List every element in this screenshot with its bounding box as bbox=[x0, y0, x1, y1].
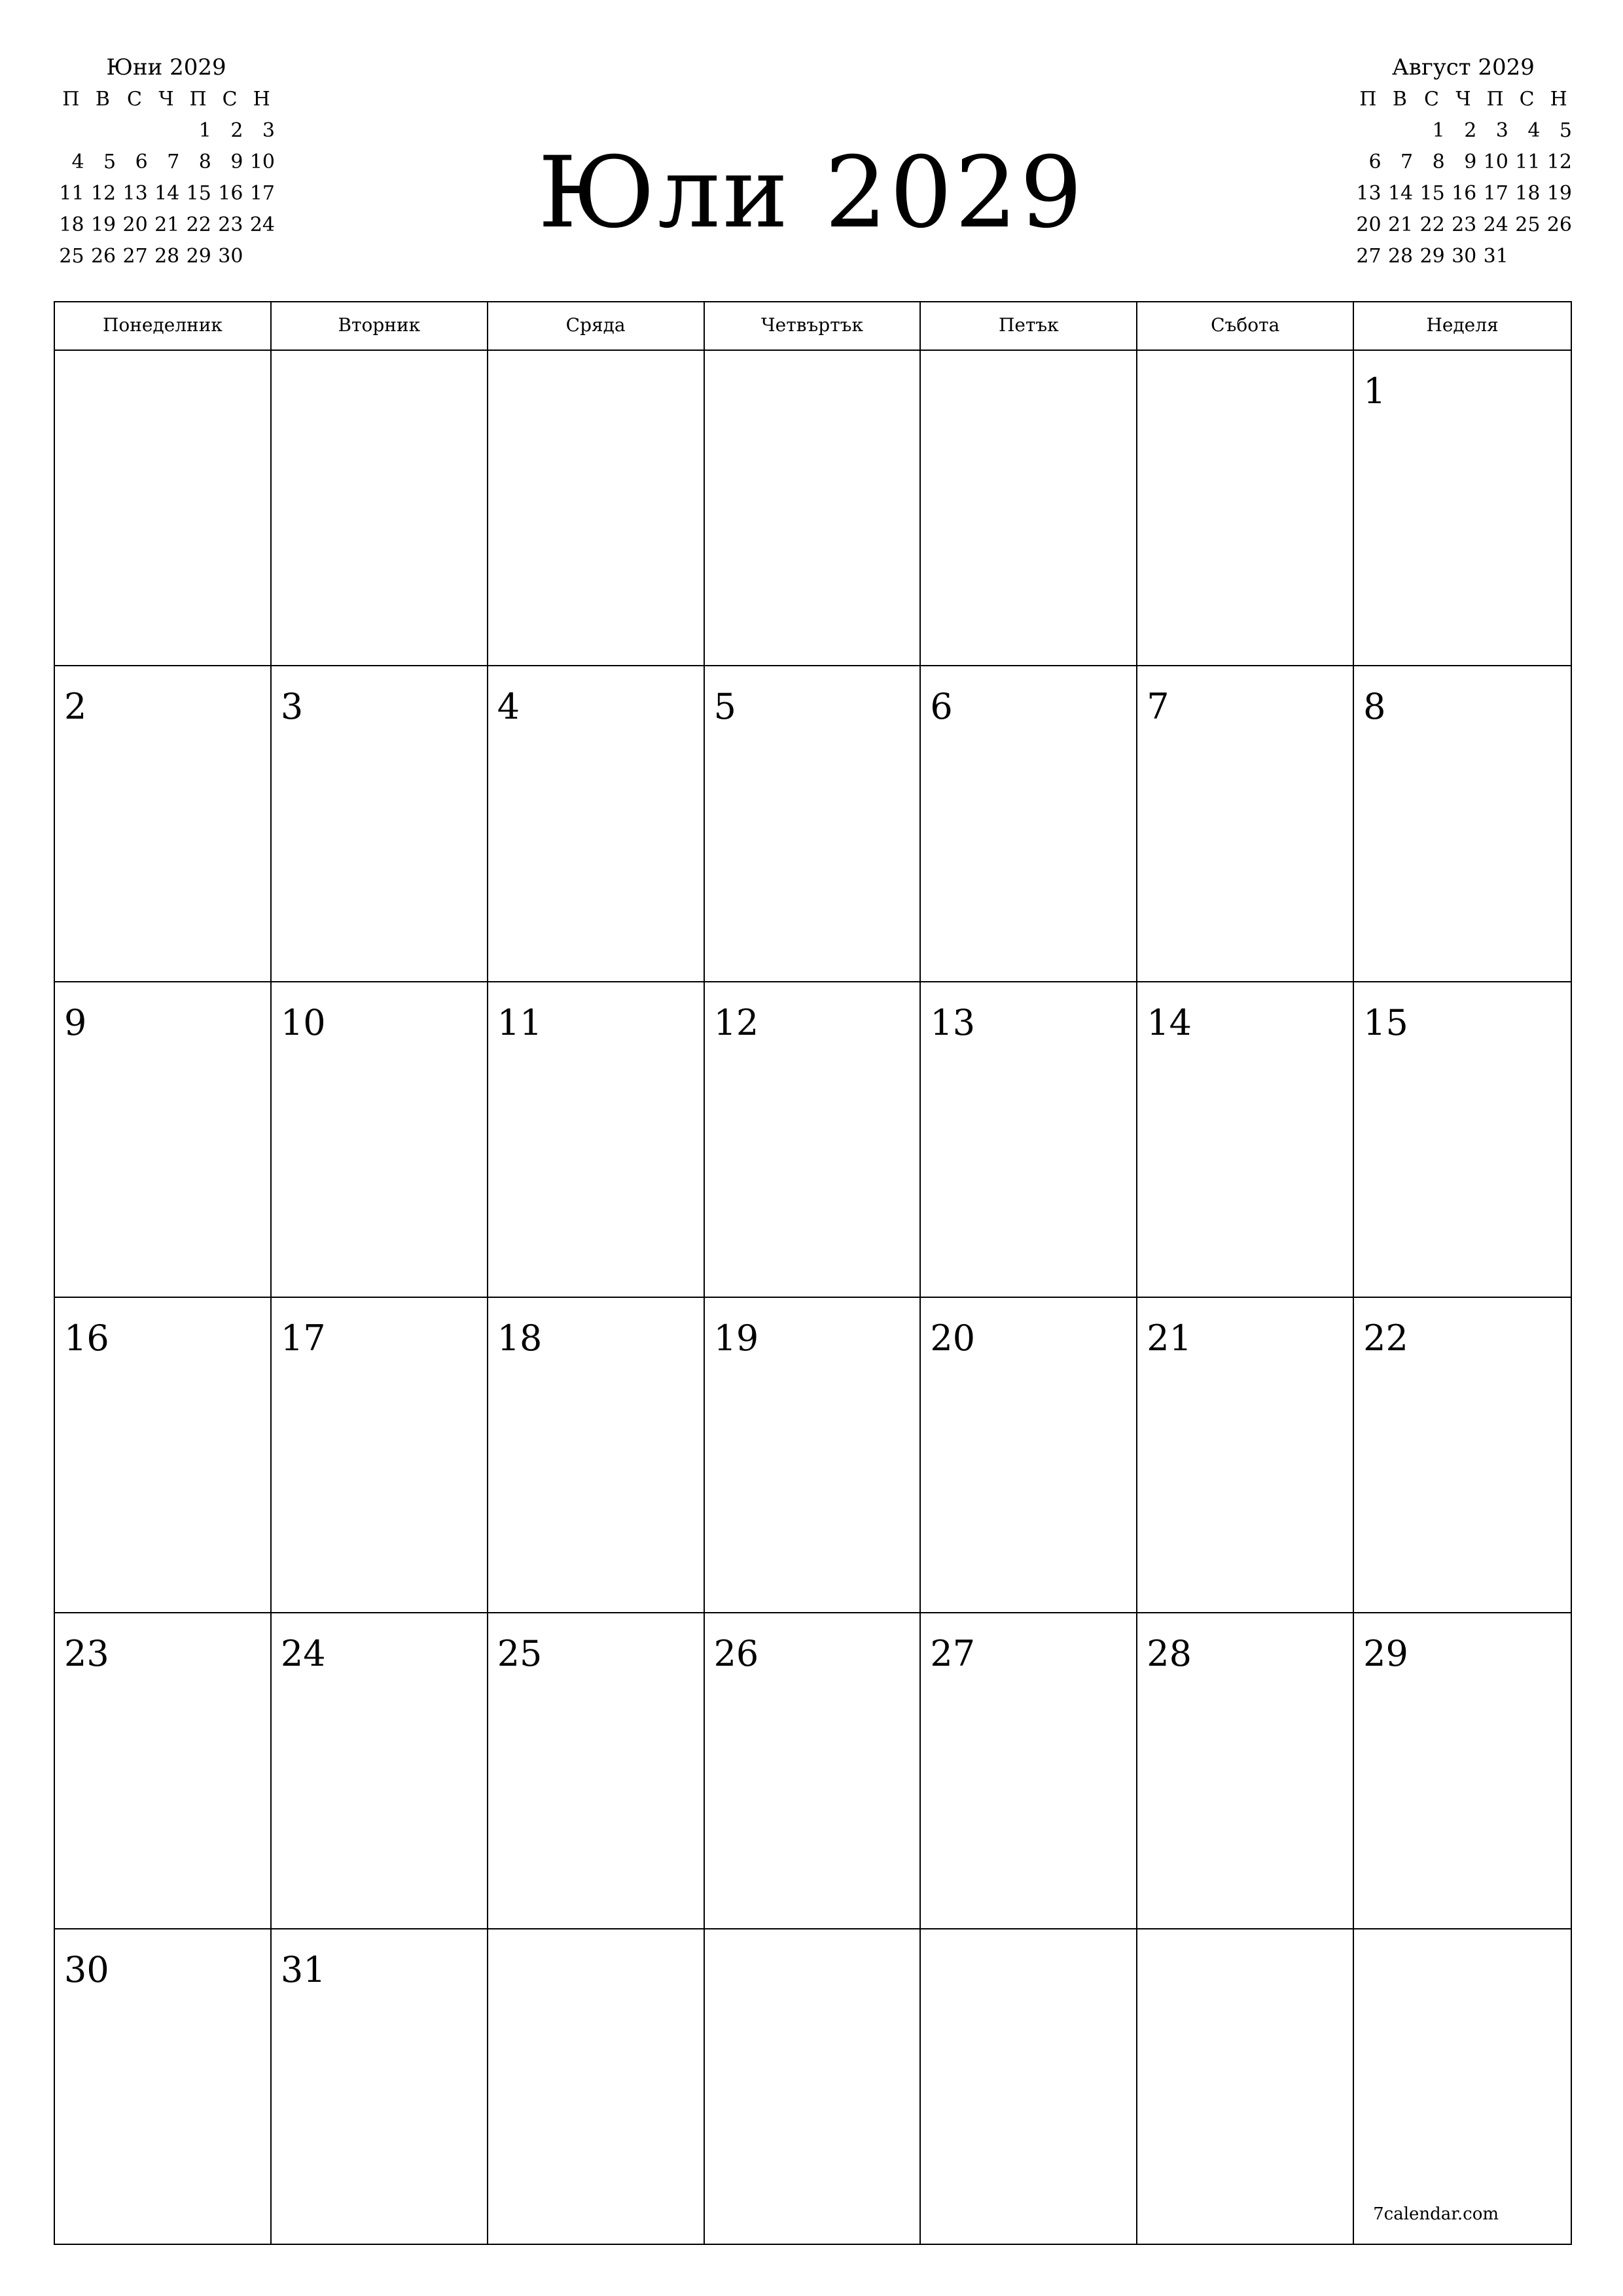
mini-day: 9 bbox=[230, 151, 243, 173]
day-cell: 13 bbox=[921, 982, 1137, 1298]
mini-weekday-row bbox=[55, 84, 277, 115]
mini-day bbox=[1384, 115, 1416, 147]
mini-day: 17 bbox=[1483, 182, 1508, 205]
day-cell: 22 bbox=[1354, 1298, 1571, 1613]
mini-day: 27 bbox=[1356, 245, 1382, 268]
mini-day: 11 bbox=[59, 182, 84, 205]
mini-weekday: П bbox=[1359, 88, 1377, 111]
mini-day: 22 bbox=[186, 213, 211, 236]
weekday-header: Неделя bbox=[1426, 314, 1499, 336]
mini-weekday: Н bbox=[253, 88, 270, 111]
mini-weekday: П bbox=[62, 88, 80, 111]
weekday-header: Вторник bbox=[272, 302, 488, 350]
mini-day: 11 bbox=[1515, 151, 1541, 173]
mini-day: 18 bbox=[59, 213, 84, 236]
mini-weekday: С bbox=[222, 88, 238, 111]
day-cell bbox=[1137, 351, 1354, 666]
mini-day: 7 bbox=[167, 151, 180, 173]
mini-day: 21 bbox=[154, 213, 180, 236]
mini-calendar-title: Август 2029 bbox=[1392, 54, 1535, 81]
mini-day: 31 bbox=[1483, 245, 1508, 268]
weekday-header: Събота bbox=[1137, 302, 1354, 350]
mini-day: 16 bbox=[218, 182, 243, 205]
mini-weekday-row bbox=[1352, 84, 1575, 115]
mini-day: 22 bbox=[1419, 213, 1445, 236]
day-cell bbox=[921, 1929, 1137, 2245]
day-cell bbox=[705, 1929, 921, 2245]
day-cell: 1 bbox=[1354, 351, 1571, 666]
weekday-header: Четвъртък bbox=[705, 302, 921, 350]
day-cell: 28 bbox=[1137, 1613, 1354, 1929]
mini-day: 1 bbox=[198, 119, 211, 142]
mini-day: 30 bbox=[1452, 245, 1477, 268]
mini-weekday: Н bbox=[1550, 88, 1567, 111]
mini-day: 19 bbox=[90, 213, 116, 236]
day-cell: 26 bbox=[705, 1613, 921, 1929]
mini-day: 8 bbox=[1432, 151, 1445, 173]
mini-day: 6 bbox=[135, 151, 148, 173]
day-cell: 23 bbox=[55, 1613, 272, 1929]
mini-day: 16 bbox=[1452, 182, 1477, 205]
mini-day: 29 bbox=[186, 245, 211, 268]
mini-day: 24 bbox=[1483, 213, 1508, 236]
day-cell bbox=[1137, 1929, 1354, 2245]
day-cell: 5 bbox=[705, 666, 921, 982]
mini-day: 12 bbox=[1546, 151, 1572, 173]
mini-day: 8 bbox=[198, 151, 211, 173]
day-cell: 17 bbox=[272, 1298, 488, 1613]
day-cell: 20 bbox=[921, 1298, 1137, 1613]
day-cell bbox=[921, 351, 1137, 666]
day-cell: 7 bbox=[1137, 666, 1354, 982]
mini-day: 28 bbox=[1387, 245, 1414, 268]
mini-weekday: С bbox=[1423, 88, 1439, 111]
mini-day: 14 bbox=[1387, 182, 1414, 205]
mini-day bbox=[1511, 241, 1543, 272]
day-cell: 12 bbox=[705, 982, 921, 1298]
mini-day: 5 bbox=[1559, 119, 1572, 142]
day-cell: 6 bbox=[921, 666, 1137, 982]
mini-day: 3 bbox=[262, 119, 275, 142]
mini-weekday: Ч bbox=[1455, 88, 1471, 111]
weekday-header: Петък bbox=[921, 302, 1137, 350]
mini-day: 21 bbox=[1387, 213, 1414, 236]
mini-day: 18 bbox=[1515, 182, 1541, 205]
mini-day: 9 bbox=[1464, 151, 1477, 173]
mini-calendar-title: Юни 2029 bbox=[106, 54, 226, 81]
mini-day: 28 bbox=[154, 245, 180, 268]
day-cell: 15 bbox=[1354, 982, 1571, 1298]
day-cell bbox=[272, 351, 488, 666]
mini-day: 17 bbox=[249, 182, 275, 205]
mini-day: 25 bbox=[59, 245, 84, 268]
mini-day: 29 bbox=[1419, 245, 1445, 268]
day-cell: 3 bbox=[272, 666, 488, 982]
mini-day: 13 bbox=[122, 182, 148, 205]
site-credit: 7calendar.com bbox=[1373, 2204, 1499, 2224]
mini-day: 2 bbox=[230, 119, 243, 142]
day-cell: 4 bbox=[488, 666, 705, 982]
mini-day bbox=[1352, 115, 1384, 147]
mini-day: 24 bbox=[249, 213, 275, 236]
page-title: Юли 2029 bbox=[538, 136, 1085, 250]
mini-weekday: П bbox=[189, 88, 207, 111]
mini-day: 14 bbox=[154, 182, 180, 205]
day-cell bbox=[488, 351, 705, 666]
day-cell bbox=[705, 351, 921, 666]
day-cell: 8 bbox=[1354, 666, 1571, 982]
day-cell: 30 bbox=[55, 1929, 272, 2245]
mini-day: 26 bbox=[90, 245, 116, 268]
day-cell: 24 bbox=[272, 1613, 488, 1929]
mini-day: 7 bbox=[1400, 151, 1414, 173]
mini-day: 6 bbox=[1368, 151, 1382, 173]
mini-day: 15 bbox=[1419, 182, 1445, 205]
mini-day-grid bbox=[1352, 115, 1575, 272]
day-cell: 19 bbox=[705, 1298, 921, 1613]
day-cell: 18 bbox=[488, 1298, 705, 1613]
mini-weekday: Ч bbox=[158, 88, 174, 111]
mini-day: 27 bbox=[122, 245, 148, 268]
mini-day: 30 bbox=[218, 245, 243, 268]
mini-day: 10 bbox=[1483, 151, 1508, 173]
weekday-header-row bbox=[55, 302, 1571, 351]
mini-day: 2 bbox=[1464, 119, 1477, 142]
mini-day: 25 bbox=[1515, 213, 1541, 236]
day-cell: 11 bbox=[488, 982, 705, 1298]
mini-day: 15 bbox=[186, 182, 211, 205]
month-grid bbox=[54, 301, 1572, 2245]
mini-day bbox=[1543, 241, 1575, 272]
weekday-header: Сряда bbox=[488, 302, 705, 350]
weekday-header: Понеделник bbox=[55, 302, 272, 350]
mini-weekday: В bbox=[95, 88, 110, 111]
day-cell bbox=[55, 351, 272, 666]
mini-weekday: П bbox=[1486, 88, 1504, 111]
day-cell: 14 bbox=[1137, 982, 1354, 1298]
mini-day: 4 bbox=[1527, 119, 1541, 142]
mini-day: 10 bbox=[249, 151, 275, 173]
mini-day: 19 bbox=[1546, 182, 1572, 205]
mini-day: 23 bbox=[218, 213, 243, 236]
day-cells bbox=[55, 351, 1571, 2245]
mini-weekday: С bbox=[1519, 88, 1535, 111]
day-cell: 2 bbox=[55, 666, 272, 982]
mini-calendar-next bbox=[1352, 51, 1575, 272]
day-cell: 16 bbox=[55, 1298, 272, 1613]
mini-day: 20 bbox=[1356, 213, 1382, 236]
mini-day: 26 bbox=[1546, 213, 1572, 236]
mini-day: 3 bbox=[1495, 119, 1508, 142]
day-cell: 10 bbox=[272, 982, 488, 1298]
day-cell: 21 bbox=[1137, 1298, 1354, 1613]
mini-day: 1 bbox=[1432, 119, 1445, 142]
mini-day: 23 bbox=[1452, 213, 1477, 236]
day-cell: 25 bbox=[488, 1613, 705, 1929]
mini-day: 20 bbox=[122, 213, 148, 236]
day-cell bbox=[1354, 1929, 1571, 2245]
day-cell: 9 bbox=[55, 982, 272, 1298]
day-cell: 31 bbox=[272, 1929, 488, 2245]
mini-weekday: С bbox=[126, 88, 142, 111]
day-cell: 29 bbox=[1354, 1613, 1571, 1929]
mini-day: 5 bbox=[103, 151, 116, 173]
day-cell: 27 bbox=[921, 1613, 1137, 1929]
mini-day: 4 bbox=[71, 151, 84, 173]
mini-day: 12 bbox=[90, 182, 116, 205]
mini-day: 13 bbox=[1356, 182, 1382, 205]
mini-weekday: В bbox=[1392, 88, 1407, 111]
day-cell bbox=[488, 1929, 705, 2245]
